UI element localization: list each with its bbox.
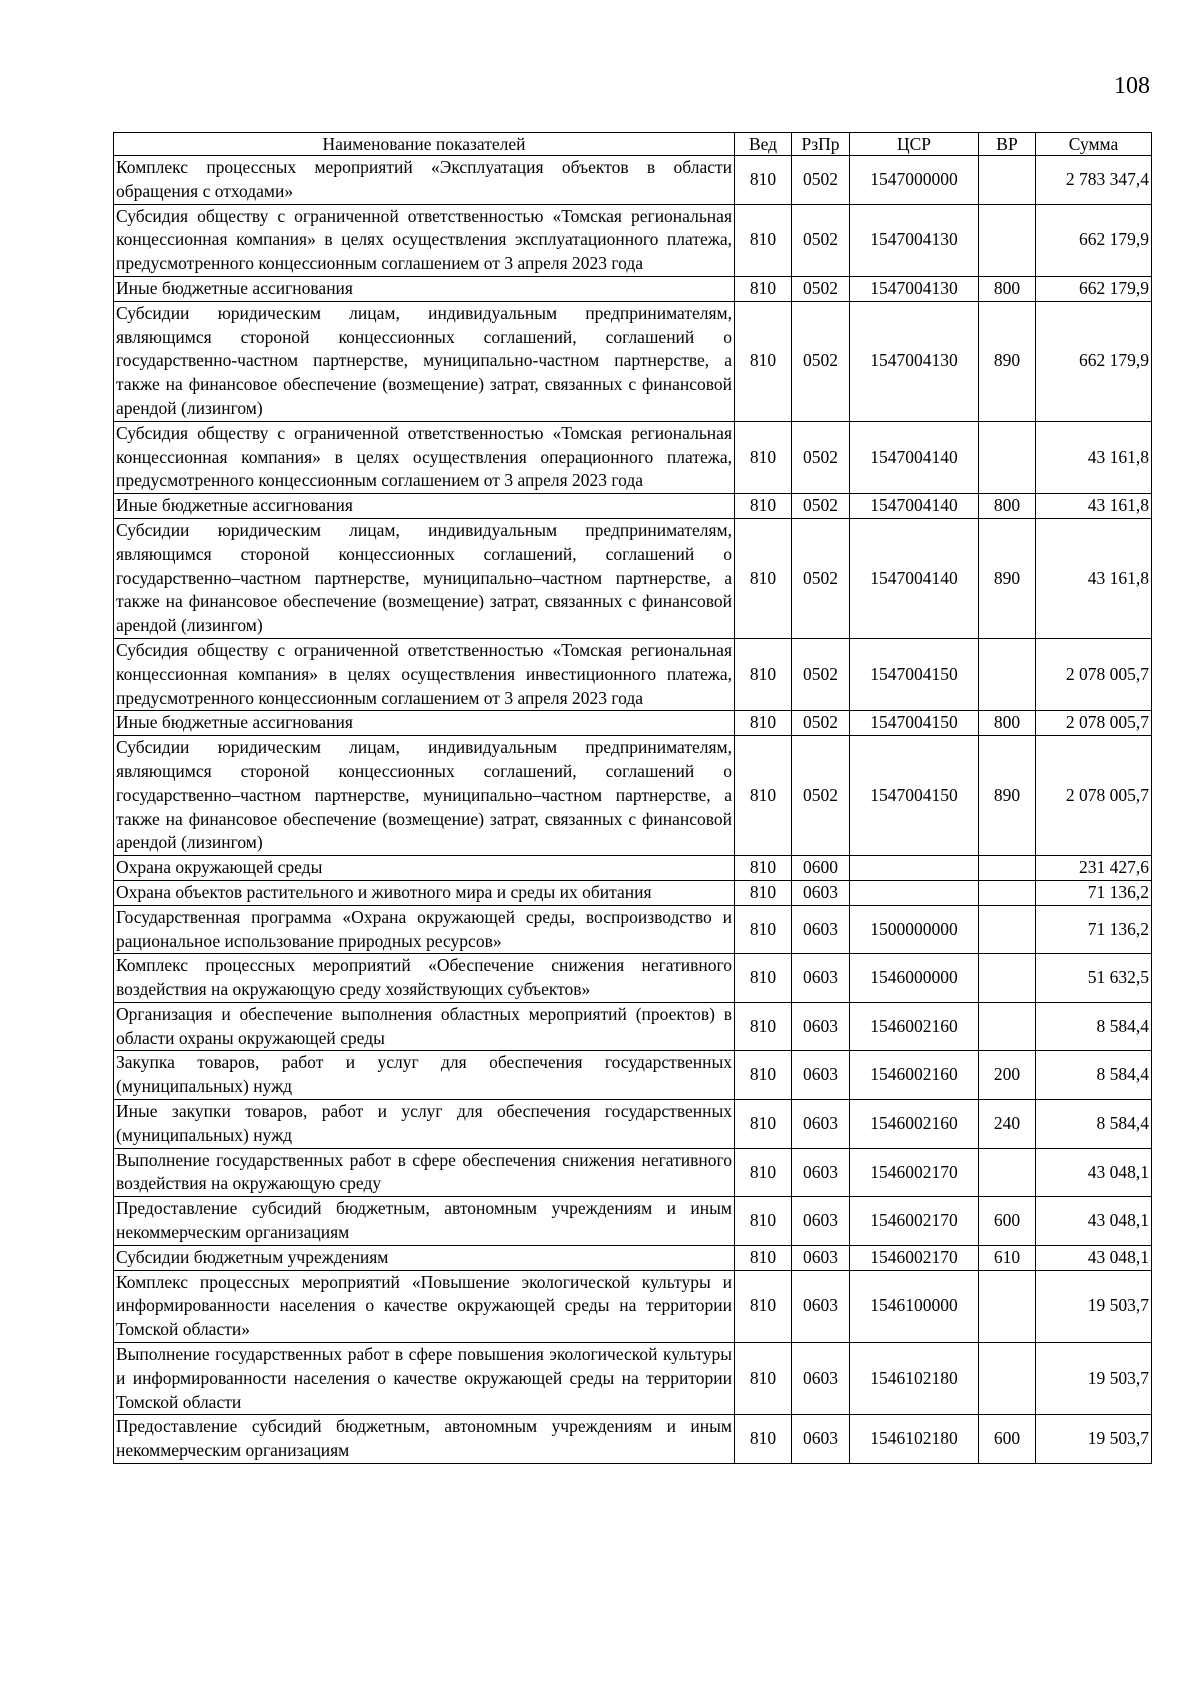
- cell-rzpr: 0502: [792, 736, 850, 856]
- cell-vr: [979, 1148, 1036, 1197]
- cell-rzpr: 0502: [792, 494, 850, 519]
- cell-rzpr: 0600: [792, 856, 850, 881]
- cell-vr: 610: [979, 1245, 1036, 1270]
- cell-rzpr: 0502: [792, 204, 850, 276]
- cell-vr: [979, 880, 1036, 905]
- cell-sum: 2 078 005,7: [1036, 736, 1152, 856]
- cell-name: Выполнение государственных работ в сфере повышения экологической культуры и информированности населения о качестве окружающей среды на территории Томской области: [114, 1343, 735, 1415]
- cell-csr: 1546100000: [850, 1270, 979, 1342]
- cell-name: Иные бюджетные ассигнования: [114, 494, 735, 519]
- cell-ved: 810: [735, 711, 792, 736]
- cell-sum: 8 584,4: [1036, 1051, 1152, 1100]
- table-row: [114, 1002, 1152, 1051]
- cell-ved: 810: [735, 736, 792, 856]
- cell-name: Государственная программа «Охрана окружающей среды, воспроизводство и рациональное использование природных ресурсов»: [114, 905, 735, 954]
- cell-name: Субсидии юридическим лицам, индивидуальным предпринимателям, являющимся стороной концессионных соглашений, соглашений о государственно–частном партнерстве, муниципально–частном партнерстве, а также на финансовое обеспечение (возмещение) затрат, связанных с финансовой арендой (лизингом): [114, 518, 735, 638]
- cell-ved: 810: [735, 1148, 792, 1197]
- cell-rzpr: 0502: [792, 518, 850, 638]
- cell-sum: 43 048,1: [1036, 1245, 1152, 1270]
- cell-rzpr: 0603: [792, 880, 850, 905]
- cell-sum: 71 136,2: [1036, 880, 1152, 905]
- cell-name: Предоставление субсидий бюджетным, автономным учреждениям и иным некоммерческим организациям: [114, 1197, 735, 1246]
- cell-ved: 810: [735, 1051, 792, 1100]
- cell-vr: [979, 954, 1036, 1003]
- cell-sum: 43 161,8: [1036, 421, 1152, 493]
- budget-table: [113, 132, 1152, 1464]
- cell-csr: 1547004140: [850, 518, 979, 638]
- cell-csr: 1500000000: [850, 905, 979, 954]
- table-row: [114, 494, 1152, 519]
- cell-rzpr: 0502: [792, 711, 850, 736]
- cell-rzpr: 0502: [792, 638, 850, 710]
- cell-csr: 1547004130: [850, 204, 979, 276]
- cell-vr: [979, 156, 1036, 205]
- table-row: [114, 276, 1152, 301]
- cell-csr: [850, 856, 979, 881]
- cell-name: Охрана объектов растительного и животного мира и среды их обитания: [114, 880, 735, 905]
- cell-vr: 800: [979, 276, 1036, 301]
- table-row: [114, 880, 1152, 905]
- cell-sum: 2 783 347,4: [1036, 156, 1152, 205]
- cell-ved: 810: [735, 1245, 792, 1270]
- table-body: [114, 156, 1152, 1464]
- cell-rzpr: 0603: [792, 1002, 850, 1051]
- cell-sum: 8 584,4: [1036, 1002, 1152, 1051]
- header-rzpr: РзПр: [792, 133, 850, 156]
- table-row: [114, 1197, 1152, 1246]
- table-row: [114, 301, 1152, 421]
- cell-sum: 43 161,8: [1036, 518, 1152, 638]
- cell-rzpr: 0502: [792, 156, 850, 205]
- cell-ved: 810: [735, 638, 792, 710]
- header-ved: Вед: [735, 133, 792, 156]
- cell-name: Комплекс процессных мероприятий «Эксплуатация объектов в области обращения с отходами»: [114, 156, 735, 205]
- cell-csr: 1547004130: [850, 301, 979, 421]
- cell-ved: 810: [735, 421, 792, 493]
- cell-vr: 600: [979, 1197, 1036, 1246]
- table-row: [114, 954, 1152, 1003]
- cell-ved: 810: [735, 856, 792, 881]
- cell-vr: [979, 638, 1036, 710]
- cell-sum: 19 503,7: [1036, 1343, 1152, 1415]
- cell-rzpr: 0502: [792, 421, 850, 493]
- cell-csr: 1547004140: [850, 421, 979, 493]
- cell-rzpr: 0603: [792, 1270, 850, 1342]
- cell-name: Субсидии бюджетным учреждениям: [114, 1245, 735, 1270]
- cell-sum: 43 048,1: [1036, 1197, 1152, 1246]
- header-sum: Сумма: [1036, 133, 1152, 156]
- cell-sum: 19 503,7: [1036, 1415, 1152, 1464]
- cell-name: Субсидия обществу с ограниченной ответственностью «Томская региональная концессионная компания» в целях осуществления эксплуатационного платежа, предусмотренного концессионным соглашением от 3 апреля 2023 года: [114, 204, 735, 276]
- table-row: [114, 711, 1152, 736]
- cell-name: Субсидия обществу с ограниченной ответственностью «Томская региональная концессионная компания» в целях осуществления инвестиционного платежа, предусмотренного концессионным соглашением от 3 апреля 2023 года: [114, 638, 735, 710]
- table-row: [114, 1270, 1152, 1342]
- cell-rzpr: 0502: [792, 301, 850, 421]
- cell-ved: 810: [735, 1197, 792, 1246]
- cell-csr: 1547004140: [850, 494, 979, 519]
- cell-name: Выполнение государственных работ в сфере обеспечения снижения негативного воздействия на окружающую среду: [114, 1148, 735, 1197]
- cell-ved: 810: [735, 880, 792, 905]
- cell-name: Иные бюджетные ассигнования: [114, 711, 735, 736]
- cell-csr: 1546102180: [850, 1415, 979, 1464]
- cell-ved: 810: [735, 1002, 792, 1051]
- cell-csr: 1546102180: [850, 1343, 979, 1415]
- cell-vr: 800: [979, 494, 1036, 519]
- cell-rzpr: 0603: [792, 1343, 850, 1415]
- cell-csr: 1546002160: [850, 1002, 979, 1051]
- cell-sum: 43 161,8: [1036, 494, 1152, 519]
- table-row: [114, 421, 1152, 493]
- cell-sum: 43 048,1: [1036, 1148, 1152, 1197]
- cell-rzpr: 0603: [792, 1100, 850, 1149]
- header-name: Наименование показателей: [114, 133, 735, 156]
- cell-vr: [979, 905, 1036, 954]
- cell-vr: [979, 1002, 1036, 1051]
- cell-csr: 1546002160: [850, 1100, 979, 1149]
- cell-rzpr: 0603: [792, 1051, 850, 1100]
- cell-vr: [979, 421, 1036, 493]
- cell-ved: 810: [735, 276, 792, 301]
- cell-name: Комплекс процессных мероприятий «Обеспечение снижения негативного воздействия на окружающую среду хозяйствующих субъектов»: [114, 954, 735, 1003]
- cell-rzpr: 0603: [792, 1197, 850, 1246]
- cell-sum: 231 427,6: [1036, 856, 1152, 881]
- cell-ved: 810: [735, 518, 792, 638]
- cell-sum: 51 632,5: [1036, 954, 1152, 1003]
- table-row: [114, 856, 1152, 881]
- cell-name: Субсидия обществу с ограниченной ответственностью «Томская региональная концессионная компания» в целях осуществления операционного платежа, предусмотренного концессионным соглашением от 3 апреля 2023 года: [114, 421, 735, 493]
- cell-sum: 8 584,4: [1036, 1100, 1152, 1149]
- cell-csr: 1546002160: [850, 1051, 979, 1100]
- cell-ved: 810: [735, 1100, 792, 1149]
- cell-ved: 810: [735, 905, 792, 954]
- cell-name: Субсидии юридическим лицам, индивидуальным предпринимателям, являющимся стороной концессионных соглашений, соглашений о государственно–частном партнерстве, муниципально–частном партнерстве, а также на финансовое обеспечение (возмещение) затрат, связанных с финансовой арендой (лизингом): [114, 736, 735, 856]
- cell-rzpr: 0502: [792, 276, 850, 301]
- cell-vr: [979, 1270, 1036, 1342]
- cell-vr: 600: [979, 1415, 1036, 1464]
- cell-ved: 810: [735, 204, 792, 276]
- table-row: [114, 1051, 1152, 1100]
- cell-sum: 19 503,7: [1036, 1270, 1152, 1342]
- cell-rzpr: 0603: [792, 1148, 850, 1197]
- page-number: 108: [1114, 73, 1150, 99]
- cell-sum: 662 179,9: [1036, 276, 1152, 301]
- cell-csr: 1547000000: [850, 156, 979, 205]
- cell-csr: 1547004150: [850, 736, 979, 856]
- cell-name: Иные закупки товаров, работ и услуг для обеспечения государственных (муниципальных) нужд: [114, 1100, 735, 1149]
- cell-vr: 890: [979, 301, 1036, 421]
- cell-name: Предоставление субсидий бюджетным, автономным учреждениям и иным некоммерческим организациям: [114, 1415, 735, 1464]
- cell-ved: 810: [735, 954, 792, 1003]
- table-row: [114, 1343, 1152, 1415]
- cell-vr: 800: [979, 711, 1036, 736]
- table-row: [114, 156, 1152, 205]
- header-vr: ВР: [979, 133, 1036, 156]
- cell-name: Субсидии юридическим лицам, индивидуальным предпринимателям, являющимся стороной концессионных соглашений, соглашений о государственно-частном партнерстве, муниципально-частном партнерстве, а также на финансовое обеспечение (возмещение) затрат, связанных с финансовой арендой (лизингом): [114, 301, 735, 421]
- table-row: [114, 518, 1152, 638]
- cell-vr: 200: [979, 1051, 1036, 1100]
- cell-name: Закупка товаров, работ и услуг для обеспечения государственных (муниципальных) нужд: [114, 1051, 735, 1100]
- cell-rzpr: 0603: [792, 1245, 850, 1270]
- cell-csr: 1547004130: [850, 276, 979, 301]
- cell-sum: 662 179,9: [1036, 301, 1152, 421]
- cell-name: Комплекс процессных мероприятий «Повышение экологической культуры и информированности населения о качестве окружающей среды на территории Томской области»: [114, 1270, 735, 1342]
- cell-csr: 1546002170: [850, 1148, 979, 1197]
- cell-sum: 662 179,9: [1036, 204, 1152, 276]
- cell-ved: 810: [735, 1415, 792, 1464]
- header-csr: ЦСР: [850, 133, 979, 156]
- table-row: [114, 1100, 1152, 1149]
- cell-rzpr: 0603: [792, 954, 850, 1003]
- cell-csr: 1547004150: [850, 711, 979, 736]
- cell-csr: 1546000000: [850, 954, 979, 1003]
- cell-csr: 1546002170: [850, 1197, 979, 1246]
- cell-ved: 810: [735, 1270, 792, 1342]
- cell-sum: 2 078 005,7: [1036, 711, 1152, 736]
- cell-vr: [979, 1343, 1036, 1415]
- cell-name: Иные бюджетные ассигнования: [114, 276, 735, 301]
- cell-vr: [979, 204, 1036, 276]
- cell-csr: [850, 880, 979, 905]
- cell-name: Охрана окружающей среды: [114, 856, 735, 881]
- cell-csr: 1547004150: [850, 638, 979, 710]
- cell-csr: 1546002170: [850, 1245, 979, 1270]
- cell-rzpr: 0603: [792, 905, 850, 954]
- table-row: [114, 905, 1152, 954]
- cell-ved: 810: [735, 1343, 792, 1415]
- header-row: [114, 133, 1152, 156]
- cell-vr: 240: [979, 1100, 1036, 1149]
- table-row: [114, 638, 1152, 710]
- table-row: [114, 1148, 1152, 1197]
- cell-rzpr: 0603: [792, 1415, 850, 1464]
- cell-vr: 890: [979, 736, 1036, 856]
- cell-ved: 810: [735, 301, 792, 421]
- cell-vr: 890: [979, 518, 1036, 638]
- table-row: [114, 1415, 1152, 1464]
- cell-sum: 71 136,2: [1036, 905, 1152, 954]
- cell-ved: 810: [735, 156, 792, 205]
- cell-vr: [979, 856, 1036, 881]
- cell-sum: 2 078 005,7: [1036, 638, 1152, 710]
- table-row: [114, 736, 1152, 856]
- table-row: [114, 204, 1152, 276]
- cell-name: Организация и обеспечение выполнения областных мероприятий (проектов) в области охраны окружающей среды: [114, 1002, 735, 1051]
- table-row: [114, 1245, 1152, 1270]
- cell-ved: 810: [735, 494, 792, 519]
